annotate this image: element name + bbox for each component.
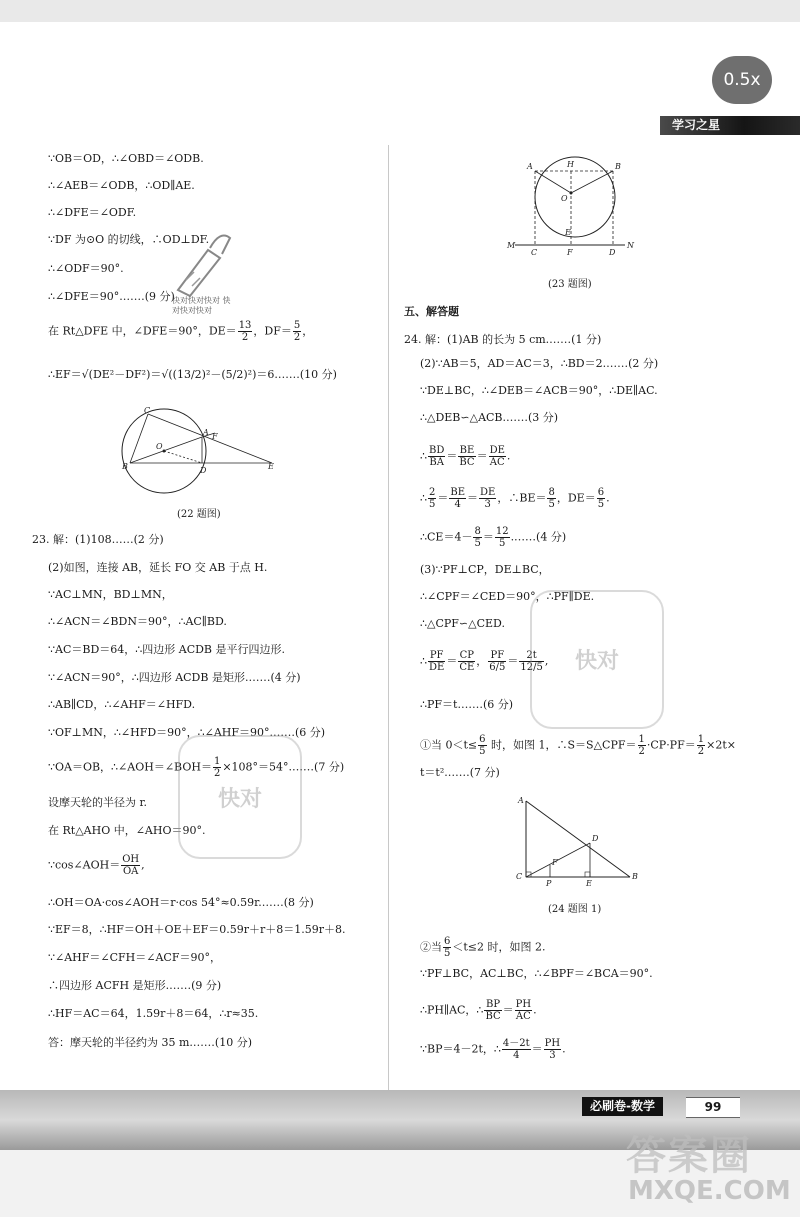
svg-text:A: A	[527, 162, 533, 171]
q24-line: ∴∠CPF＝∠CED＝90°，∴PF∥DE.	[420, 590, 595, 603]
q23-line-cos: ∵cos∠AOH＝ $\frac{OH}{OA}$ ,	[48, 854, 145, 877]
header-brand: 学习之星	[660, 116, 800, 135]
pen-watermark-text: 快对快对快对 快对快对快对	[172, 296, 231, 315]
svg-text:B: B	[632, 872, 638, 881]
svg-text:C: C	[531, 248, 538, 257]
q24-line: ∴PF＝t.……(6 分)	[420, 698, 514, 711]
playback-speed-button[interactable]: 0.5x	[712, 56, 772, 104]
q24-ph-ratio: ∴PH∥AC，∴ $\frac{BP}{BC}$ ＝ $\frac{PH}{AC}$ .	[420, 999, 537, 1022]
q23-line: ∵∠ACN＝90°，∴四边形 ACDB 是矩形.……(4 分)	[48, 671, 301, 684]
watermark-url: MXQE.COM	[628, 1176, 791, 1206]
stamp-watermark-left: 快对	[178, 735, 302, 859]
q24-pf-ratio: ∴ $\frac{PF}{DE}$ ＝ $\frac{CP}{CE}$ ， $\frac{PF}{6/5}$ ＝ $\frac{2t}{12/5}$ ,	[420, 650, 549, 673]
q23-line: ∴AB∥CD，∴∠AHF＝∠HFD.	[48, 698, 196, 711]
footer-book-title: 必刷卷-数学	[582, 1097, 663, 1116]
q23-line: ∴HF＝AC＝64，1.59r＋8＝64，∴r≈35.	[48, 1007, 259, 1020]
figure-23	[505, 155, 640, 265]
svg-text:O: O	[561, 194, 568, 203]
stamp-watermark-right: 快对	[530, 590, 664, 729]
left-line-ef: ∴EF＝√(DE²－DF²)＝√((13/2)²－(5/2)²)＝6.……(10 分)	[48, 368, 337, 381]
section-title: 五、解答题	[404, 305, 459, 318]
q23-line: ∵OF⊥MN，∴∠HFD＝90°，∴∠AHF＝90°.……(6 分)	[48, 726, 326, 739]
q24-line: ∵PF⊥BC，AC⊥BC，∴∠BPF＝∠BCA＝90°.	[420, 967, 653, 980]
q23-line: 设摩天轮的半径为 r.	[48, 796, 148, 809]
svg-text:E: E	[565, 228, 571, 237]
q23-line: (2)如图，连接 AB，延长 FO 交 AB 于点 H.	[48, 561, 268, 574]
q23-line: ∴∠ACN＝∠BDN＝90°，∴AC∥BD.	[48, 615, 227, 628]
caption-22: (22 题图)	[177, 509, 221, 520]
left-line: ∴∠ODF＝90°.	[48, 262, 124, 275]
q24-line: 24. 解：(1)AB 的长为 5 cm.……(1 分)	[404, 333, 602, 346]
figure-24-1	[512, 793, 642, 888]
left-line: ∴∠DFE＝90°.……(9 分)	[48, 290, 175, 303]
q24-line: t＝t².……(7 分)	[420, 766, 500, 779]
q23-line: ∵EF＝8，∴HF＝OH＋OE＋EF＝0.59r＋r＋8＝1.59r＋8.	[48, 923, 346, 936]
left-line: ∵OB＝OD，∴∠OBD＝∠ODB.	[48, 152, 204, 165]
svg-text:O: O	[156, 442, 163, 451]
q23-line: 23. 解：(1)108……(2 分)	[32, 533, 164, 546]
q23-line: ∵∠AHF＝∠CFH＝∠ACF＝90°，	[48, 951, 221, 964]
svg-text:A: A	[518, 796, 524, 805]
caption-23: (23 题图)	[548, 279, 592, 290]
q24-case1: ①当 0＜t≤ $\frac{6}{5}$ 时，如图 1，∴S＝S△CPF＝ $\frac{1}{2}$ ·CP·PF＝ $\frac{1}{2}$ ×2t×	[420, 734, 736, 757]
q24-line: ∵DE⊥BC，∴∠DEB＝∠ACB＝90°，∴DE∥AC.	[420, 384, 658, 397]
svg-text:D: D	[609, 248, 616, 257]
left-line-rt-dfe: 在 Rt△DFE 中，∠DFE＝90°，DE＝ $\frac{13}{2}$ ，DF＝ $\frac{5}{2}$ ，	[48, 320, 314, 343]
svg-text:D: D	[592, 834, 599, 843]
svg-text:P: P	[546, 879, 552, 888]
svg-text:F: F	[567, 248, 573, 257]
q23-line: 答：摩天轮的半径约为 35 m.……(10 分)	[48, 1036, 252, 1049]
svg-text:C: C	[144, 406, 151, 415]
left-line: ∵DF 为⊙O 的切线，∴OD⊥DF.	[48, 233, 210, 246]
q24-case2: ②当 $\frac{6}{5}$ ＜t≤2 时，如图 2.	[420, 936, 546, 959]
svg-text:A: A	[203, 428, 209, 437]
svg-text:D: D	[200, 466, 207, 475]
svg-text:E: E	[268, 462, 274, 471]
q24-line: (3)∵PF⊥CP，DE⊥BC，	[420, 563, 550, 576]
q24-line: ∴△DEB∽△ACB.……(3 分)	[420, 411, 559, 424]
column-divider	[388, 145, 389, 1090]
pen-sticker-icon	[168, 220, 238, 300]
page-number: 99	[686, 1097, 740, 1118]
q23-line: ∵AC＝BD＝64，∴四边形 ACDB 是平行四边形.	[48, 643, 286, 656]
q24-line: (2)∵AB＝5，AD＝AC＝3，∴BD＝2.……(2 分)	[420, 357, 659, 370]
q24-ce-line: ∴CE＝4－ $\frac{8}{5}$ ＝ $\frac{12}{5}$ .……(4 分)	[420, 526, 567, 549]
q23-line: ∴OH＝OA·cos∠AOH＝r·cos 54°≈0.59r.……(8 分)	[48, 896, 314, 909]
svg-text:B: B	[122, 462, 128, 471]
svg-text:C: C	[516, 872, 523, 881]
caption-24-1: (24 题图 1)	[548, 904, 602, 915]
q23-line: ∴四边形 ACFH 是矩形.……(9 分)	[48, 979, 222, 992]
svg-text:M: M	[507, 241, 516, 250]
svg-text:N: N	[627, 241, 634, 250]
q24-ratio-values: ∴ $\frac{2}{5}$ ＝ $\frac{BE}{4}$ ＝ $\frac{DE}{3}$ ，∴BE＝ $\frac{8}{5}$ ，DE＝ $\frac{6}{5}$ .	[420, 487, 610, 510]
watermark-answer: 答案圈	[626, 1133, 752, 1179]
q24-line: ∴△CPF∽△CED.	[420, 617, 505, 630]
q24-bp-line: ∵BP＝4－2t，∴ $\frac{4-2t}{4}$ ＝ $\frac{PH}{3}$ .	[420, 1038, 566, 1061]
q23-line: 在 Rt△AHO 中，∠AHO＝90°.	[48, 824, 206, 837]
viewer-top-bar	[0, 0, 800, 22]
svg-text:F: F	[552, 858, 558, 867]
q24-ratio-line: ∴ $\frac{BD}{BA}$ ＝ $\frac{BE}{BC}$ ＝ $\frac{DE}{AC}$ .	[420, 445, 511, 468]
svg-text:H: H	[567, 160, 574, 169]
q23-line: ∵AC⊥MN，BD⊥MN，	[48, 588, 173, 601]
figure-22	[118, 405, 288, 500]
svg-text:F: F	[212, 432, 218, 441]
svg-text:B: B	[615, 162, 621, 171]
q23-line-oa-ob: ∵OA＝OB，∴∠AOH＝∠BOH＝ $\frac{1}{2}$ ×108°＝54°.……(7 分)	[48, 756, 345, 779]
left-line: ∴∠DFE＝∠ODF.	[48, 206, 137, 219]
left-line: ∴∠AEB＝∠ODB，∴OD∥AE.	[48, 179, 195, 192]
svg-text:E: E	[586, 879, 592, 888]
